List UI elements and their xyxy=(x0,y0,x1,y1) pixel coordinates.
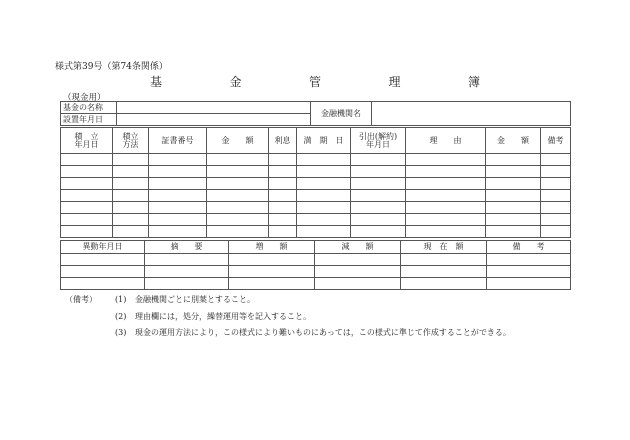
ledger-cell[interactable] xyxy=(61,166,113,178)
change-row xyxy=(61,254,571,266)
ledger-cell[interactable] xyxy=(113,190,149,202)
change-cell[interactable] xyxy=(229,278,315,290)
title-char: 金 xyxy=(229,75,242,89)
ledger-cell[interactable] xyxy=(351,190,406,202)
ledger-cell[interactable] xyxy=(297,154,351,166)
header-certificate-no: 証書番号 xyxy=(149,128,207,154)
ledger-cell[interactable] xyxy=(486,178,541,190)
note-item: （備考） (1) 金融機関ごとに別葉とすること。 xyxy=(65,292,511,309)
ledger-cell[interactable] xyxy=(297,178,351,190)
ledger-cell[interactable] xyxy=(149,202,207,214)
ledger-cell[interactable] xyxy=(486,190,541,202)
header-withdrawal-amount: 金 額 xyxy=(486,128,541,154)
header-decrease: 減 額 xyxy=(315,241,401,254)
ledger-cell[interactable] xyxy=(486,226,541,238)
ledger-cell[interactable] xyxy=(351,178,406,190)
ledger-cell[interactable] xyxy=(541,190,571,202)
ledger-cell[interactable] xyxy=(297,190,351,202)
change-cell[interactable] xyxy=(61,254,145,266)
ledger-cell[interactable] xyxy=(207,190,269,202)
title-char: 基 xyxy=(150,75,163,89)
change-row xyxy=(61,278,571,290)
header-interest: 利息 xyxy=(269,128,297,154)
ledger-cell[interactable] xyxy=(113,178,149,190)
ledger-cell[interactable] xyxy=(113,154,149,166)
change-cell[interactable] xyxy=(487,254,571,266)
fund-info-table xyxy=(60,101,571,126)
header-summary: 摘 要 xyxy=(145,241,229,254)
ledger-cell[interactable] xyxy=(351,226,406,238)
ledger-cell[interactable] xyxy=(61,214,113,226)
ledger-cell[interactable] xyxy=(113,202,149,214)
header-change-date: 異動年月日 xyxy=(61,241,145,254)
ledger-cell[interactable] xyxy=(207,166,269,178)
ledger-cell[interactable] xyxy=(486,202,541,214)
ledger-cell[interactable] xyxy=(61,190,113,202)
change-cell[interactable] xyxy=(229,266,315,278)
ledger-cell[interactable] xyxy=(149,166,207,178)
change-cell[interactable] xyxy=(401,278,487,290)
ledger-cell[interactable] xyxy=(149,190,207,202)
fund-name-field[interactable] xyxy=(117,102,311,114)
ledger-row xyxy=(61,214,571,226)
ledger-cell[interactable] xyxy=(541,154,571,166)
ledger-cell[interactable] xyxy=(406,154,486,166)
change-cell[interactable] xyxy=(229,254,315,266)
change-header-row xyxy=(61,241,571,254)
header-deposit-method: 積立 方法 xyxy=(113,128,149,154)
ledger-row xyxy=(61,154,571,166)
change-cell[interactable] xyxy=(315,254,401,266)
ledger-cell[interactable] xyxy=(297,214,351,226)
subtitle: （現金用） xyxy=(63,93,106,103)
ledger-cell[interactable] xyxy=(149,214,207,226)
ledger-cell[interactable] xyxy=(297,166,351,178)
ledger-cell[interactable] xyxy=(541,226,571,238)
notes xyxy=(65,292,511,342)
ledger-cell[interactable] xyxy=(541,202,571,214)
title-char: 理 xyxy=(388,75,401,89)
change-cell[interactable] xyxy=(487,278,571,290)
ledger-cell[interactable] xyxy=(541,166,571,178)
ledger-cell[interactable] xyxy=(113,214,149,226)
established-date-label: 設置年月日 xyxy=(61,114,117,126)
change-table xyxy=(60,240,571,290)
ledger-cell[interactable] xyxy=(207,226,269,238)
change-cell[interactable] xyxy=(61,266,145,278)
ledger-row xyxy=(61,190,571,202)
ledger-cell[interactable] xyxy=(113,166,149,178)
ledger-cell[interactable] xyxy=(406,214,486,226)
ledger-cell[interactable] xyxy=(149,154,207,166)
header-change-remarks: 備 考 xyxy=(487,241,571,254)
header-reason: 理 由 xyxy=(406,128,486,154)
change-cell[interactable] xyxy=(145,254,229,266)
header-increase: 増 額 xyxy=(229,241,315,254)
title-char: 管 xyxy=(308,75,321,89)
note-item: (3) 現金の運用方法により，この様式により難いものにあっては，この様式に準じて作成することができる。 xyxy=(115,328,511,337)
ledger-cell[interactable] xyxy=(406,226,486,238)
ledger-cell[interactable] xyxy=(406,190,486,202)
change-cell[interactable] xyxy=(61,278,145,290)
change-cell[interactable] xyxy=(315,278,401,290)
ledger-cell[interactable] xyxy=(269,178,297,190)
ledger-cell[interactable] xyxy=(61,226,113,238)
ledger-cell[interactable] xyxy=(61,154,113,166)
ledger-cell[interactable] xyxy=(406,166,486,178)
ledger-table xyxy=(60,127,571,238)
ledger-cell[interactable] xyxy=(541,214,571,226)
ledger-cell[interactable] xyxy=(541,178,571,190)
ledger-cell[interactable] xyxy=(297,202,351,214)
header-withdrawal-date: 引出(解約) 年月日 xyxy=(351,128,406,154)
ledger-cell[interactable] xyxy=(269,226,297,238)
established-date-field[interactable] xyxy=(117,114,311,126)
ledger-cell[interactable] xyxy=(351,154,406,166)
change-cell[interactable] xyxy=(401,254,487,266)
change-cell[interactable] xyxy=(401,266,487,278)
ledger-cell[interactable] xyxy=(351,202,406,214)
ledger-cell[interactable] xyxy=(207,202,269,214)
ledger-cell[interactable] xyxy=(149,178,207,190)
form-number: 様式第39号（第74条関係） xyxy=(55,62,168,72)
header-current-amount: 現 在 額 xyxy=(401,241,487,254)
ledger-cell[interactable] xyxy=(61,202,113,214)
ledger-cell[interactable] xyxy=(406,178,486,190)
ledger-header-row xyxy=(61,128,571,154)
ledger-cell[interactable] xyxy=(486,214,541,226)
notes-lead: （備考） xyxy=(65,295,97,304)
change-cell[interactable] xyxy=(145,278,229,290)
ledger-row xyxy=(61,178,571,190)
institution-label: 金融機関名 xyxy=(311,102,372,126)
header-maturity-date: 満 期 日 xyxy=(297,128,351,154)
ledger-cell[interactable] xyxy=(486,166,541,178)
ledger-body xyxy=(61,154,571,238)
header-deposit-date: 積 立 年月日 xyxy=(61,128,113,154)
ledger-cell[interactable] xyxy=(351,214,406,226)
ledger-cell[interactable] xyxy=(113,226,149,238)
ledger-cell[interactable] xyxy=(207,214,269,226)
header-amount: 金 額 xyxy=(207,128,269,154)
page-title xyxy=(150,73,480,90)
ledger-cell[interactable] xyxy=(207,178,269,190)
title-char: 簿 xyxy=(467,75,480,89)
ledger-cell[interactable] xyxy=(269,202,297,214)
ledger-cell[interactable] xyxy=(269,166,297,178)
ledger-cell[interactable] xyxy=(269,154,297,166)
ledger-row xyxy=(61,202,571,214)
ledger-cell[interactable] xyxy=(351,166,406,178)
note-item: (2) 理由欄には，処分，繰替運用等を記入すること。 xyxy=(115,311,311,321)
ledger-cell[interactable] xyxy=(406,202,486,214)
change-body xyxy=(61,254,571,290)
ledger-cell[interactable] xyxy=(269,190,297,202)
change-cell[interactable] xyxy=(145,266,229,278)
change-row xyxy=(61,266,571,278)
ledger-cell[interactable] xyxy=(61,178,113,190)
change-cell[interactable] xyxy=(315,266,401,278)
ledger-cell[interactable] xyxy=(486,154,541,166)
change-cell[interactable] xyxy=(487,266,571,278)
fund-name-label: 基金の名称 xyxy=(61,102,117,114)
institution-field[interactable] xyxy=(372,102,571,126)
ledger-cell[interactable] xyxy=(297,226,351,238)
ledger-cell[interactable] xyxy=(269,214,297,226)
header-remarks: 備考 xyxy=(541,128,571,154)
ledger-cell[interactable] xyxy=(149,226,207,238)
ledger-row xyxy=(61,166,571,178)
ledger-row xyxy=(61,226,571,238)
ledger-cell[interactable] xyxy=(207,154,269,166)
